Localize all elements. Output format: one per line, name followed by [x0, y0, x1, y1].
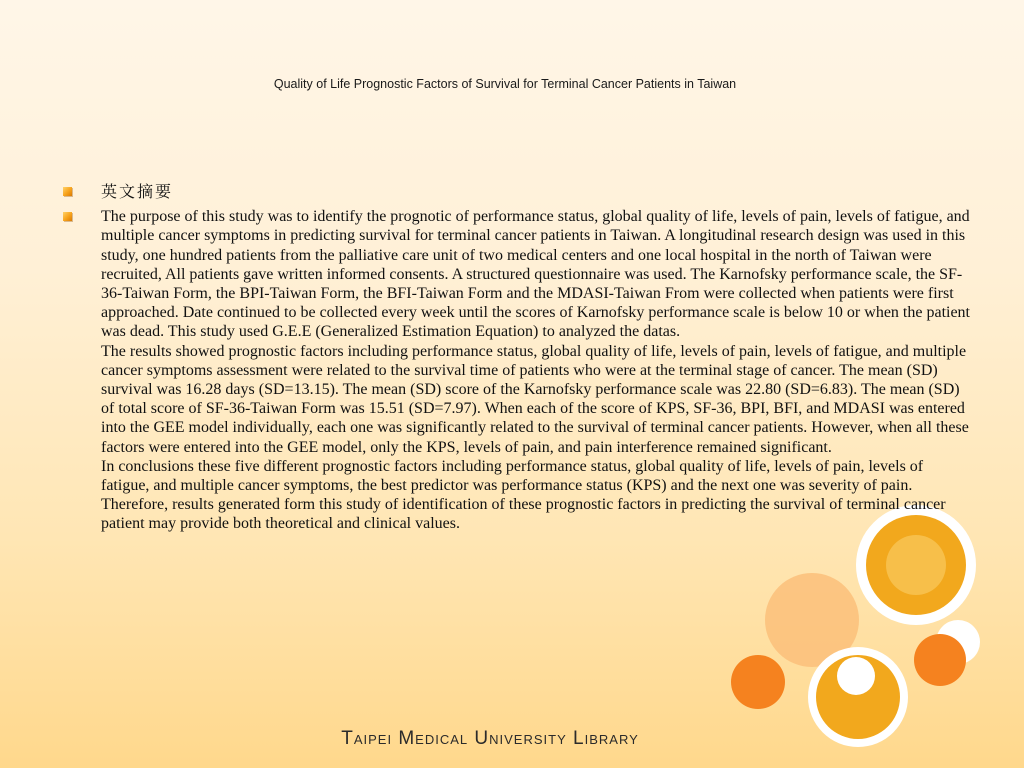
abstract-heading: 英文摘要 [101, 182, 174, 201]
abstract-paragraph-conclusions: In conclusions these five different prognostic factors including performance status, global quality of life, levels of pain, levels of fatigue, and multiple cancer symptoms, the best predictor was performance status (KPS) and the next one was severity of pain. [101, 457, 924, 495]
abstract-paragraph-therefore: Therefore, results generated form this study of identification of these prognostic factors in predicting the survival of terminal cancer patient may provide both theoretical and clinical values. [101, 496, 946, 533]
deco-circle-orange-left [731, 655, 785, 709]
footer-library-name: Taipei Medical University Library [341, 728, 639, 749]
abstract-paragraph-results: The results showed prognostic factors including performance status, global quality of life, levels of pain, levels of fatigue, and multiple cancer symptoms assessment were related to the survival time of patients who were at the terminal stage of cancer. The mean (SD) survival was 16.28 days (SD=13.15). The mean (SD) score of the Karnofsky performance scale was 22.80 (SD=6.83). The mean (SD) of total score of SF-36-Taiwan Form was 15.51 (SD=7.97). When each of the score of KPS, SF-36, BPI, BFI, and MDASI was entered into the GEE model individually, each one was significantly related to the survival of terminal cancer patients. However, when all these factors were entered into the GEE model, only the KPS, levels of pain, and pain interference remained significant. [101, 342, 969, 456]
slide-title: Quality of Life Prognostic Factors of Survival for Terminal Cancer Patients in Taiwan [273, 77, 737, 91]
deco-circle-orange-right [914, 634, 966, 686]
bullet-abstract [60, 207, 970, 533]
square-bullet-icon [63, 212, 72, 221]
content-bullets [60, 182, 970, 534]
deco-circle-amber-core [886, 535, 946, 595]
abstract-paragraph-purpose: The purpose of this study was to identify the prognotic of performance status, global quality of life, levels of pain, levels of fatigue, and multiple cancer symptoms in predicting survival for terminal cancer patients in Taiwan. A longitudinal research design was used in this study, one hundred patients from the palliative care unit of two medical centers and one local hospital in the north of Taiwan were recruited, All patients gave written informed consents. A structured questionnaire was used. The Karnofsky performance scale, the SF-36-Taiwan Form, the BPI-Taiwan Form, the BFI-Taiwan Form and the MDASI-Taiwan From were collected when patients were first approached. Date continued to be collected every week until the scores of Karnofsky performance scale is below 10 or when the patient was dead. This study used G.E.E (Generalized Estimation Equation) to analyzed the datas. [101, 208, 970, 341]
deco-circle-white-inner [837, 657, 875, 695]
bullet-heading [60, 182, 970, 202]
square-bullet-icon [63, 187, 72, 196]
